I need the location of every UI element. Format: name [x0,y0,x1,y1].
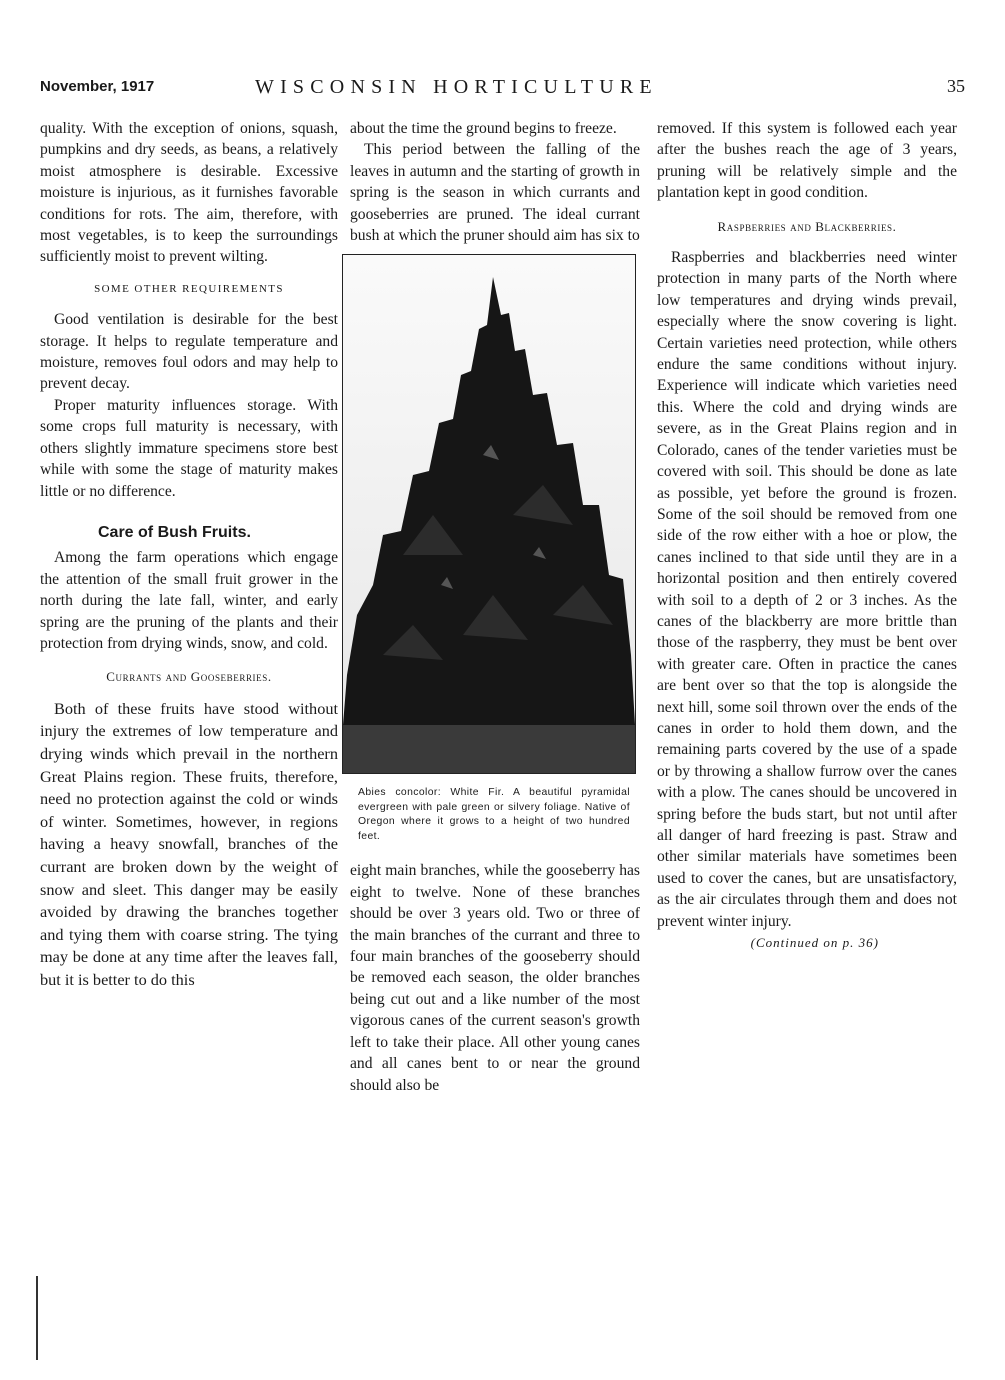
paragraph-raspberries: Raspberries and blackberries need winter protection in many parts of the North where low temperatures and drying winds prevail, especially where the snow covering is light. Certain varieties need protection, while others endure the same conditions without injury. Experience will indicate which varieties need this. Where the cold and drying winds are severe, as in the Great Plains region and in Colorado, canes of the tender varieties must be covered with soil. This should be done as late as possible, yet before the ground is frozen. Some of the soil should be removed from one side of the row either with a hoe or plow, the canes inclined to that side until they are in a horizontal position and then entirely covered with soil to a depth of 2 or 3 inches. As the canes of the blackberry are more brittle than those of the raspberry, they must be bent over with greater care. Often in practice the canes are bent over so that the top is alongside the next hill, some soil thrown over the ends of the canes in order to hold them down, and the remaining parts covered by the use of a spade or by throwing a shallow furrow over the canes with a plow. The canes should be uncovered in spring before the buds start, but not until after all danger of hard freezing is past. Straw and other similar materials have sometimes been used to cover the canes, but are unsatisfactory, as the air circulates through them and does not prevent winter injury. [657,249,957,930]
paragraph-ground-freeze: about the time the ground begins to freeze. [350,120,617,137]
paragraph-removed: removed. If this system is followed each year after the bushes reach the age of 3 years, pruning will be relatively simple and the plantation kept in good condition. [657,120,957,202]
paragraph-farm-operations: Among the farm operations which engage the attention of the small fruit grower in the north during the late fall, winter, and early spring are the pruning of the plants and their protection from drying winds, snow, and cold. [40,549,338,652]
paragraph-pruning-period: This period between the falling of the leaves in autumn and the starting of growth in spring is the season in which currants and gooseberries are pruned. The ideal currant bush at which the pruner should aim has six to [350,141,640,245]
page-number: 35 [947,76,965,96]
continued-note: (Continued on p. 36) [750,935,879,951]
issue-date: November, 1917 [40,78,155,95]
paragraph-currants: Both of these fruits have stood without injury the extremes of low temperature and drying winds which prevail in the northern Great Plains region. These fruits, therefore, need no protection against the cold or winds of winter. Sometimes, however, in regions having a heavy snowfall, branches of the currant are broken down by the weight of snow and sleet. This danger may be easily avoided by drawing the branches together and tying them with coarse string. The tying may be done at any time after the leaves fall, but it is better to do this [40,698,338,989]
fir-tree-illustration [343,255,635,773]
column-right [657,118,957,953]
column-middle [350,118,640,1096]
margin-rule [36,1276,38,1360]
fir-tree-photo [342,254,636,774]
column-left [40,118,338,991]
subheading-currants-gooseberries: Currants and Gooseberries. [106,669,272,685]
subheading-other-requirements: SOME OTHER REQUIREMENTS [94,282,284,295]
paragraph-maturity: Proper maturity influences storage. With some crops full maturity is necessary, with others slightly immature specimens store best while with some the stage of maturity makes little or no difference. [40,396,338,500]
photo-caption: Abies concolor: White Fir. A beautiful pyramidal evergreen with pale green or silvery foliage. Native of Oregon where it grows to a height of two hundred feet. [358,787,630,842]
journal-title: WISCONSIN HORTICULTURE [255,76,658,98]
subheading-raspberries-blackberries: Raspberries and Blackberries. [717,218,897,234]
paragraph-ventilation: Good ventilation is desirable for the best storage. It helps to regulate temperature and moisture, removes foul odors and may help to prevent decay. [40,311,338,393]
section-heading-bush-fruits: Care of Bush Fruits. [98,523,251,541]
running-header [40,76,965,104]
paragraph-branch-counts: eight main branches, while the gooseberry has eight to twelve. None of these branches should be over 3 years old. Two or three of the main branches of the currant and three to four main branches of the gooseberry should be removed each season, the older branches being cut out and a like number of the most vigorous canes of the current season's growth left to take their place. All other young canes and all canes bent to or near the ground should also be [350,862,640,1094]
paragraph-storage-moisture: quality. With the exception of onions, squash, pumpkins and dry seeds, as beans, a relatively moist atmosphere is desirable. Excessive moisture is injurious, as it furnishes favorable conditions for rots. The aim, therefore, with most vegetables, is to keep the surroundings sufficiently moist to prevent wilting. [40,120,338,266]
